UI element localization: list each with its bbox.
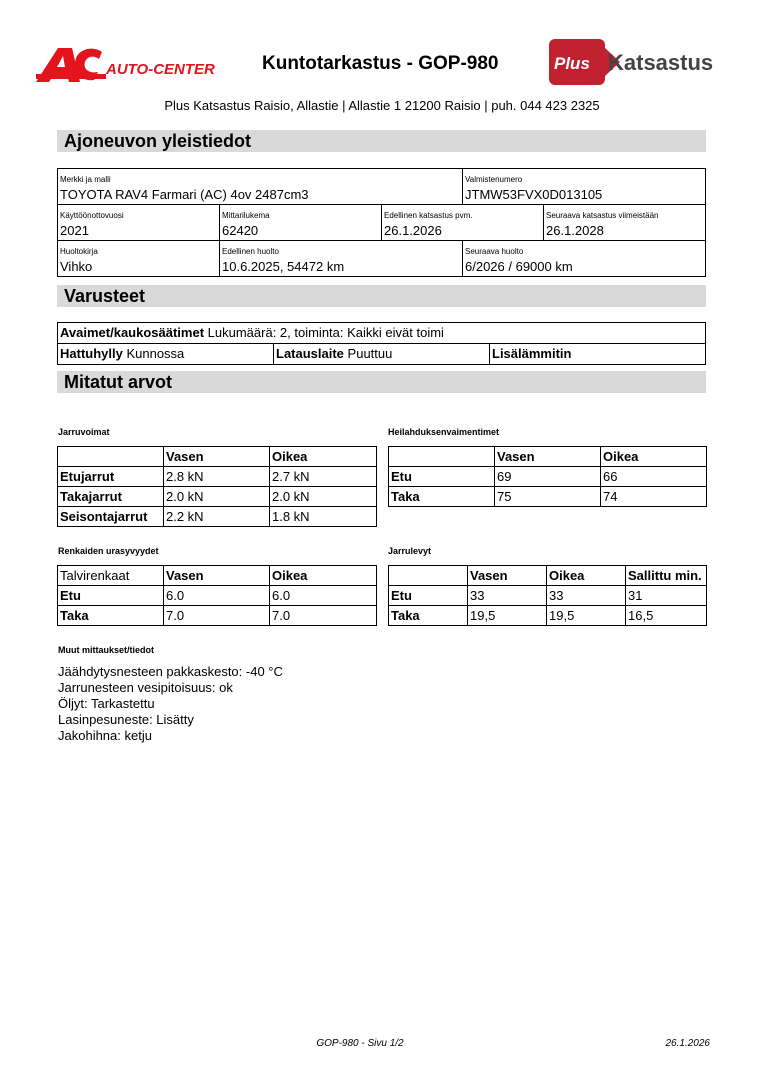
cell-value: 74 [601, 487, 707, 507]
cell-value: 2.7 kN [270, 467, 377, 487]
shocks-header-left: Vasen [495, 447, 601, 467]
brand-right-name: Katsastus [608, 50, 714, 75]
plus-katsastus-logo [548, 38, 728, 88]
vin-label: Valmistenumero [465, 175, 523, 184]
grid-row [58, 205, 705, 241]
odometer-cell [220, 205, 382, 240]
cell-value: 75 [495, 487, 601, 507]
row-label: Takajarrut [58, 487, 164, 507]
table-row [389, 606, 707, 626]
table-row [58, 606, 377, 626]
first-reg-label: Käyttöönottovuosi [60, 211, 124, 220]
discs-table [388, 565, 707, 626]
other-notes [58, 664, 283, 744]
vin-value: JTMW53FVX0D013105 [465, 187, 603, 202]
table-row [389, 487, 707, 507]
cell-value: 2.8 kN [164, 467, 270, 487]
row-label: Taka [389, 487, 495, 507]
row-label: Seisontajarrut [58, 507, 164, 527]
equipment-row [58, 323, 705, 344]
row-label: Taka [58, 606, 164, 626]
shelf-value: Kunnossa [126, 346, 185, 361]
make-model-label: Merkki ja malli [60, 175, 111, 184]
brakes-header-0 [58, 447, 164, 467]
section-measured [57, 371, 706, 393]
page-number: GOP-980 - Sivu 1/2 [316, 1038, 404, 1049]
next-service-cell [463, 241, 705, 276]
odometer-value: 62420 [222, 223, 259, 238]
last-inspection-cell [382, 205, 544, 240]
section-general-title: Ajoneuvon yleistiedot [64, 131, 252, 151]
charger-label: Latauslaite [276, 346, 344, 361]
keys-label: Avaimet/kaukosäätimet [60, 325, 205, 340]
note-line: Jakohihna: ketju [58, 728, 152, 743]
cell-value: 69 [495, 467, 601, 487]
discs-header-min: Sallittu min. [626, 566, 707, 586]
cell-value: 33 [547, 586, 626, 606]
brakes-header-right: Oikea [270, 447, 377, 467]
charger-value: Puuttuu [347, 346, 393, 361]
note-line: Öljyt: Tarkastettu [58, 696, 155, 711]
cell-value: 16,5 [626, 606, 707, 626]
discs-header-0 [389, 566, 468, 586]
equipment-row [58, 344, 705, 364]
tires-title: Renkaiden urasyvyydet [58, 546, 159, 556]
heater-cell [490, 344, 705, 364]
auto-center-logo [36, 44, 226, 86]
cell-value: 2.0 kN [270, 487, 377, 507]
section-equipment-title: Varusteet [64, 286, 146, 306]
cell-value: 7.0 [164, 606, 270, 626]
vin-cell [463, 169, 705, 204]
note-line: Jarrunesteen vesipitoisuus: ok [58, 680, 233, 695]
cell-value: 2.0 kN [164, 487, 270, 507]
make-model-cell [58, 169, 463, 204]
heater-label: Lisälämmitin [492, 346, 572, 361]
cell-value: 6.0 [270, 586, 377, 606]
charger-cell [274, 344, 490, 364]
row-label: Taka [389, 606, 468, 626]
other-title: Muut mittaukset/tiedot [58, 645, 154, 655]
next-service-label: Seuraava huolto [465, 247, 524, 256]
first-reg-value: 2021 [60, 223, 89, 238]
cell-value: 1.8 kN [270, 507, 377, 527]
cell-value: 19,5 [468, 606, 547, 626]
footer-date: 26.1.2026 [665, 1038, 710, 1049]
grid-row [58, 241, 705, 276]
last-service-label: Edellinen huolto [222, 247, 279, 256]
row-label: Etu [389, 586, 468, 606]
discs-header-left: Vasen [468, 566, 547, 586]
brakes-title: Jarruvoimat [58, 427, 110, 437]
table-row [389, 586, 707, 606]
cell-value: 33 [468, 586, 547, 606]
last-service-cell [220, 241, 463, 276]
cell-value: 66 [601, 467, 707, 487]
table-row [58, 487, 377, 507]
table-row [58, 467, 377, 487]
row-label: Etu [389, 467, 495, 487]
cell-value: 7.0 [270, 606, 377, 626]
tires-header-left: Vasen [164, 566, 270, 586]
row-label: Etu [58, 586, 164, 606]
service-book-value: Vihko [60, 259, 93, 274]
shocks-header-right: Oikea [601, 447, 707, 467]
section-general [57, 130, 706, 152]
equipment-table [57, 322, 706, 365]
shelf-label: Hattuhylly [60, 346, 123, 361]
brakes-table [57, 446, 377, 527]
row-label: Etujarrut [58, 467, 164, 487]
cell-value: 19,5 [547, 606, 626, 626]
vehicle-info-grid [57, 168, 706, 277]
shelf-cell [58, 344, 274, 364]
service-book-cell [58, 241, 220, 276]
shocks-title: Heilahduksenvaimentimet [388, 427, 500, 437]
cell-value: 6.0 [164, 586, 270, 606]
next-inspection-value: 26.1.2028 [546, 223, 604, 238]
section-measured-title: Mitatut arvot [64, 372, 172, 392]
odometer-label: Mittarilukema [222, 211, 270, 220]
service-book-label: Huoltokirja [60, 247, 98, 256]
table-header-row [58, 447, 377, 467]
first-reg-cell [58, 205, 220, 240]
table-row [58, 507, 377, 527]
table-header-row [389, 566, 707, 586]
next-inspection-cell [544, 205, 705, 240]
discs-title: Jarrulevyt [388, 546, 432, 556]
last-inspection-label: Edellinen katsastus pvm. [384, 211, 473, 220]
tires-header-right: Oikea [270, 566, 377, 586]
next-inspection-label: Seuraava katsastus viimeistään [546, 211, 659, 220]
last-service-value: 10.6.2025, 54472 km [222, 259, 345, 274]
grid-row [58, 169, 705, 205]
station-info: Plus Katsastus Raisio, Allastie | Allastie 1 21200 Raisio | puh. 044 423 2325 [164, 98, 600, 113]
brand-left-text: AUTO-CENTER [106, 61, 215, 78]
keys-cell [58, 323, 705, 343]
note-line: Jäähdytysnesteen pakkaskesto: -40 °C [58, 664, 283, 679]
table-header-row [58, 566, 377, 586]
document-title: Kuntotarkastus - GOP-980 [262, 53, 499, 74]
tires-table [57, 565, 377, 626]
cell-value: 31 [626, 586, 707, 606]
make-model-value: TOYOTA RAV4 Farmari (AC) 4ov 2487cm3 [60, 187, 309, 202]
next-service-value: 6/2026 / 69000 km [465, 259, 573, 274]
last-inspection-value: 26.1.2026 [384, 223, 442, 238]
tires-header-type: Talvirenkaat [58, 566, 164, 586]
brakes-header-left: Vasen [164, 447, 270, 467]
discs-header-right: Oikea [547, 566, 626, 586]
table-row [58, 586, 377, 606]
brand-right-plus: Plus [554, 54, 590, 73]
keys-value: Lukumäärä: 2, toiminta: Kaikki eivät toimi [207, 325, 444, 340]
table-row [389, 467, 707, 487]
shocks-table [388, 446, 707, 507]
section-equipment [57, 285, 706, 307]
cell-value: 2.2 kN [164, 507, 270, 527]
note-line: Lasinpesuneste: Lisätty [58, 712, 194, 727]
table-header-row [389, 447, 707, 467]
shocks-header-0 [389, 447, 495, 467]
